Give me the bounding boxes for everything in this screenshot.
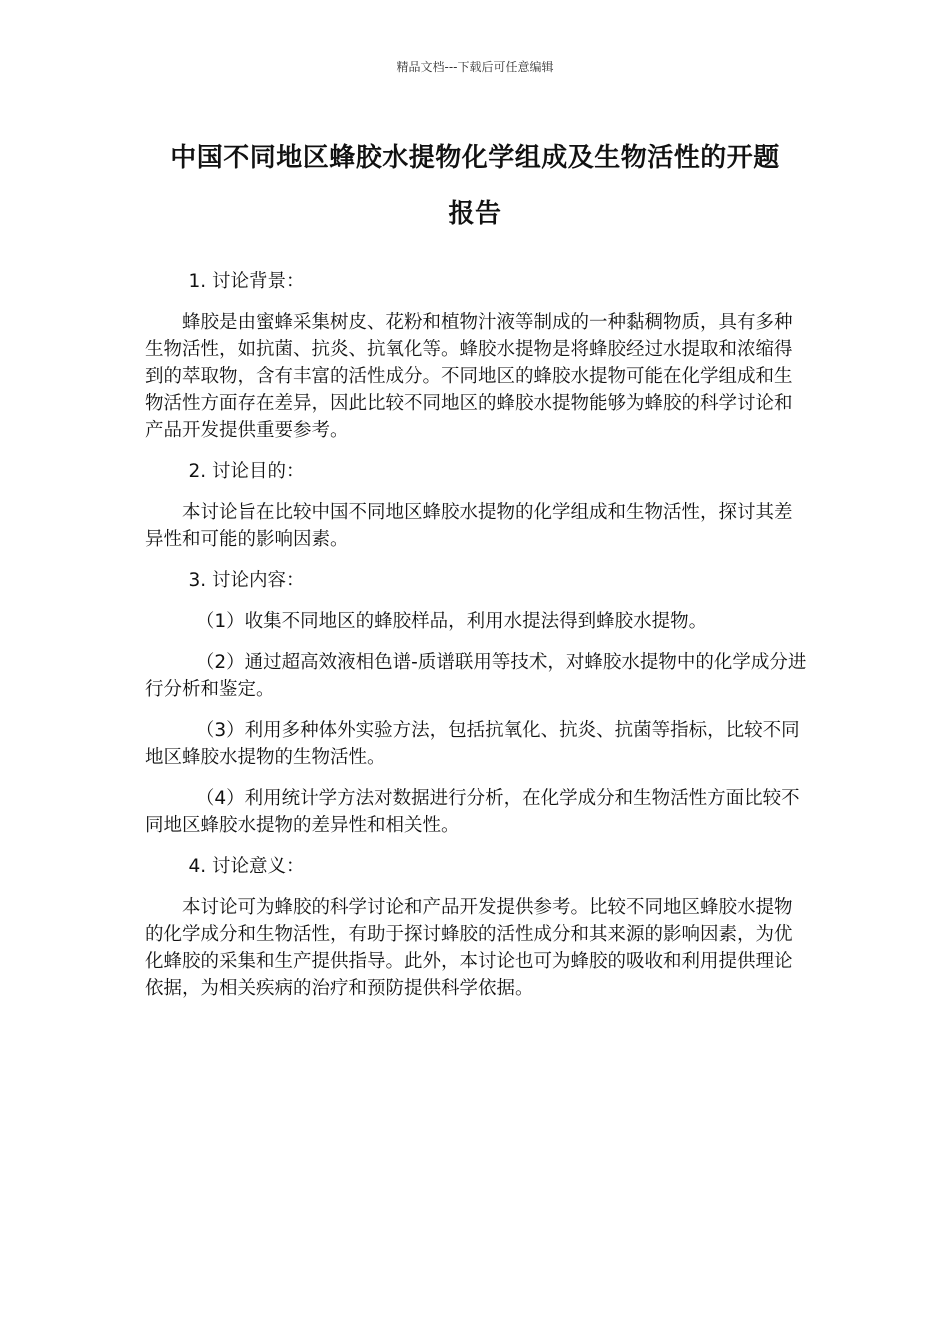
document-title — [120, 130, 830, 242]
content-item-1: （1）收集不同地区的蜂胶样品，利用水提法得到蜂胶水提物。 — [195, 611, 708, 632]
section-paragraph-significance: 本讨论可为蜂胶的科学讨论和产品开发提供参考。比较不同地区蜂胶水提物的化学成分和生物活性，有助于探讨蜂胶的活性成分和其来源的影响因素，为优化蜂胶的采集和生产提供指导。此外，本讨论也可为蜂胶的吸收和利用提供理论依据，为相关疾病的治疗和预防提供科学依据。 — [145, 897, 793, 999]
section-heading-purpose: 2. 讨论目的： — [188, 461, 305, 482]
page-header: 精品文档---下载后可任意编辑 — [396, 60, 554, 74]
document-body — [145, 268, 807, 1016]
section-heading-content: 3. 讨论内容： — [188, 570, 305, 591]
section-heading-background: 1. 讨论背景： — [188, 271, 305, 292]
section-paragraph-background: 蜂胶是由蜜蜂采集树皮、花粉和植物汁液等制成的一种黏稠物质，具有多种生物活性，如抗菌、抗炎、抗氧化等。蜂胶水提物是将蜂胶经过水提取和浓缩得到的萃取物，含有丰富的活性成分。不同地区的蜂胶水提物可能在化学组成和生物活性方面存在差异，因此比较不同地区的蜂胶水提物能够为蜂胶的科学讨论和产品开发提供重要参考。 — [145, 312, 793, 441]
title-line-1: 中国不同地区蜂胶水提物化学组成及生物活性的开题 — [170, 143, 780, 173]
content-item-3: （3）利用多种体外实验方法，包括抗氧化、抗炎、抗菌等指标，比较不同地区蜂胶水提物的生物活性。 — [145, 720, 800, 768]
content-item-2: （2）通过超高效液相色谱-质谱联用等技术，对蜂胶水提物中的化学成分进行分析和鉴定。 — [145, 652, 807, 700]
section-paragraph-purpose: 本讨论旨在比较中国不同地区蜂胶水提物的化学组成和生物活性，探讨其差异性和可能的影响因素。 — [145, 502, 793, 550]
title-line-2: 报告 — [448, 199, 502, 229]
section-heading-significance: 4. 讨论意义： — [188, 856, 305, 877]
content-item-4: （4）利用统计学方法对数据进行分析，在化学成分和生物活性方面比较不同地区蜂胶水提物的差异性和相关性。 — [145, 788, 800, 836]
